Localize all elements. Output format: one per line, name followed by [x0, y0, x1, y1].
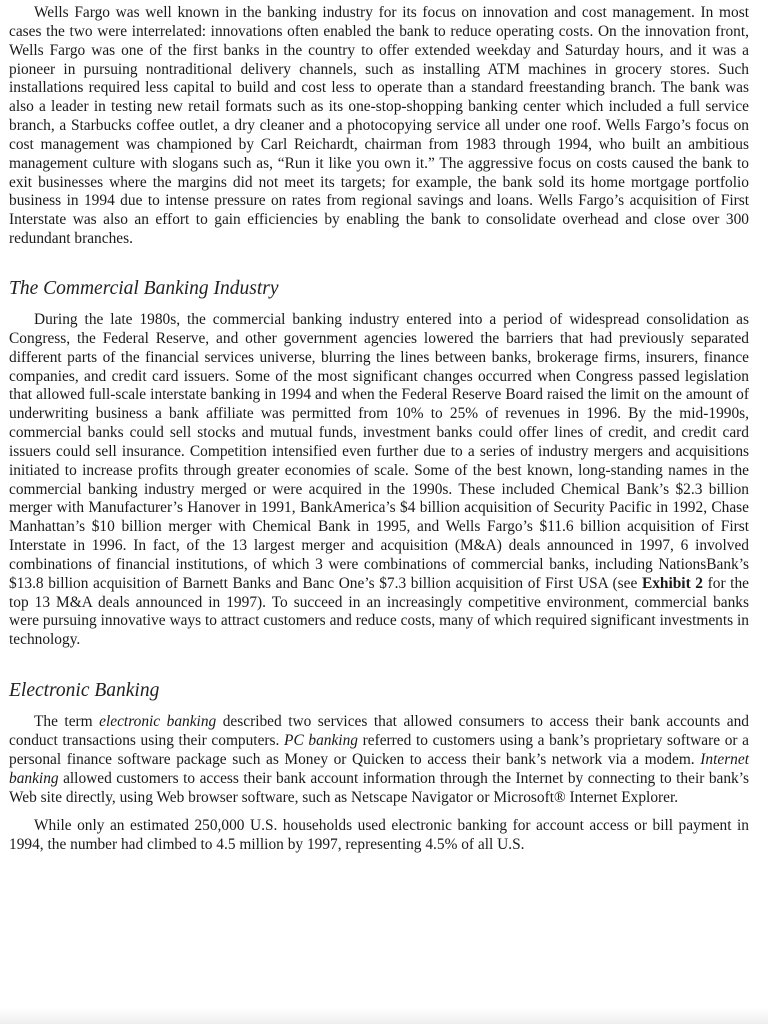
section-heading-commercial-banking: The Commercial Banking Industry: [9, 277, 279, 299]
commercial-text-part-1: During the late 1980s, the commercial banking industry entered into a period of widespread consolidation as Congress, the Federal Reserve, and other government agencies lowered the barriers that had previously separated different parts of the financial services universe, blurring the lines between banks, brokerage firms, insurers, finance companies, and credit card issuers. Some of the most significant changes occurred when Congress passed legislation that allowed full-scale interstate banking in 1994 and when the Federal Reserve Board raised the limit on the amount of underwriting business a bank affiliate was permitted from 10% to 25% of revenues in 1996. By the mid-1990s, commercial banks could sell stocks and mutual funds, investment banks could offer lines of credit, and credit card issuers could sell insurance. Competition intensified even further due to a series of industry mergers and acquisitions initiated to increase profits through greater economies of scale. Some of the best known, long-standing names in the commercial banking industry merged or were acquired in the 1990s. These included Chemical Bank’s $2.3 billion merger with Manufacturer’s Hanover in 1991, BankAmerica’s $4 billion acquisition of Security Pacific in 1992, Chase Manhattan’s $10 billion merger with Chemical Bank in 1995, and Wells Fargo’s $11.6 billion acquisition of First Interstate in 1996. In fact, of the 13 largest merger and acquisition (M&A) deals announced in 1997, 6 involved combinations of financial institutions, of which 3 were combinations of commercial banks, including NationsBank’s $13.8 billion acquisition of Barnett Banks and Banc One’s $7.3 billion acquisition of First USA (see: [9, 310, 749, 592]
exhibit-2-reference: Exhibit 2: [641, 574, 704, 592]
commercial-banking-paragraph: [9, 311, 749, 650]
term-electronic-banking: electronic banking: [99, 713, 217, 731]
commercial-text-part-2: for the top 13 M&A deals announced in 1997). To succeed in an increasingly competitive environment, commercial banks were pursuing innovative ways to attract customers and reduce costs, many of which required significant investments in technology.: [9, 574, 749, 649]
intro-text: Wells Fargo was well known in the banking industry for its focus on innovation and cost management. In most cases the two were interrelated: innovations often enabled the bank to reduce operating costs. On the innovation front, Wells Fargo was one of the first banks in the country to offer extended weekday and Saturday hours, and it was a pioneer in pursuing nontraditional delivery channels, such as installing ATM machines in grocery stores. Such installations required less capital to build and cost less to operate than a standard freestanding branch. The bank was also a leader in testing new retail formats such as its one-stop-shopping banking center which included a full service branch, a Starbucks coffee outlet, a dry cleaner and a photocopying service all under one roof. Wells Fargo’s focus on cost management was championed by Carl Reichardt, chairman from 1983 through 1994, who built an ambitious management culture with slogans such as, “Run it like you own it.” The aggressive focus on costs caused the bank to exit businesses where the margins did not meet its targets; for example, the bank sold its home mortgage portfolio business in 1994 due to intense pressure on rates from regional savings and loans. Wells Fargo’s acquisition of First Interstate was also an effort to gain efficiencies by enabling the bank to consolidate overhead and close over 300 redundant branches.: [9, 4, 749, 248]
ebank-p2-text: While only an estimated 250,000 U.S. households used electronic banking for account access or bill payment in 1994, the number had climbed to 4.5 million by 1997, representing 4.5% of all U.S.: [9, 817, 749, 854]
ebank-text-d: allowed customers to access their bank account information through the Internet by connecting to their bank’s Web site directly, using Web browser software, such as Netscape Navigator or Microsoft® Internet Explorer.: [9, 769, 749, 806]
ebank-text-a: The term: [34, 713, 100, 731]
section-heading-electronic-banking: Electronic Banking: [9, 680, 160, 702]
page-bottom-shadow: [0, 1008, 768, 1024]
term-pc-banking: PC banking: [284, 732, 358, 749]
intro-paragraph: [9, 4, 749, 249]
ebank-text-c: referred to customers using a bank’s proprietary software or a personal finance software package such as Money or Quicken to access their bank’s network via a modem.: [9, 732, 750, 768]
electronic-banking-paragraph-2: [9, 817, 749, 855]
ebank-text-b: described two services that allowed consumers to access their bank accounts and conduct transactions using their computers.: [9, 713, 749, 749]
electronic-banking-paragraph-1: [9, 713, 749, 807]
term-internet-banking: Internet banking: [9, 750, 749, 787]
